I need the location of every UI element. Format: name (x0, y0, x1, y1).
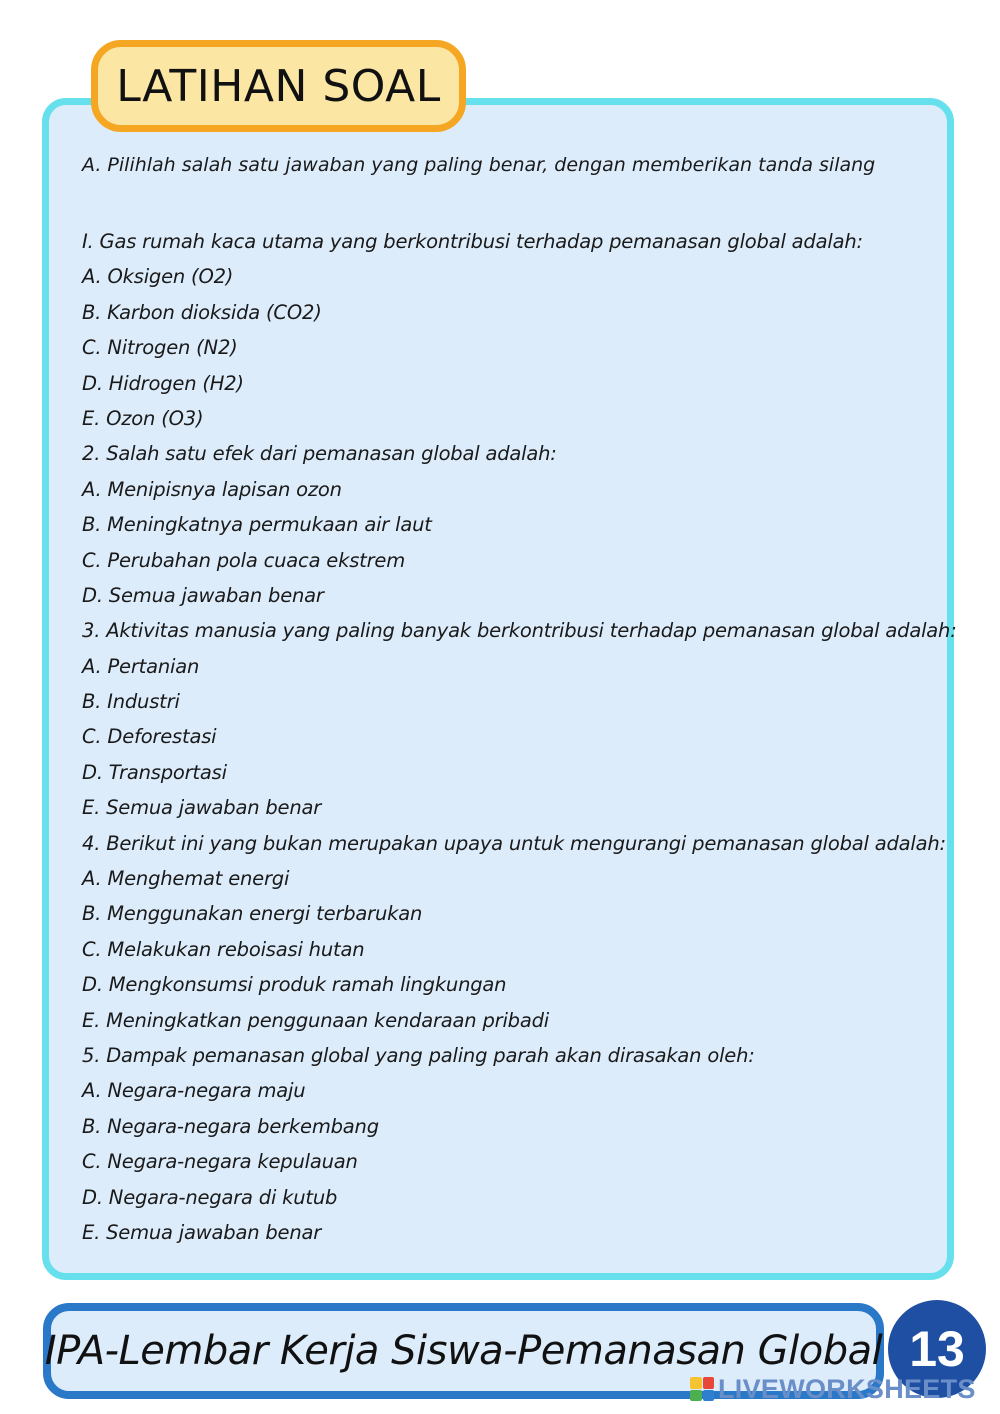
instruction-text: A. Pilihlah salah satu jawaban yang paling benar, dengan memberikan tanda silang (82, 154, 876, 176)
footer-title: IPA-Lembar Kerja Siswa-Pemanasan Global (44, 1328, 883, 1374)
question-text: 4. Berikut ini yang bukan merupakan upaya untuk mengurangi pemanasan global adalah: (82, 831, 946, 855)
answer-option: B. Meningkatnya permukaan air laut (82, 513, 432, 537)
answer-option: C. Negara-negara kepulauan (82, 1150, 358, 1174)
liveworksheets-logo-icon (690, 1377, 714, 1401)
answer-option: E. Semua jawaban benar (82, 1220, 322, 1244)
answer-option: D. Hidrogen (H2) (82, 371, 244, 395)
answer-option: D. Negara-negara di kutub (82, 1185, 338, 1209)
answer-option: E. Ozon (O3) (82, 406, 204, 430)
answer-option: C. Melakukan reboisasi hutan (82, 937, 365, 961)
answer-option: A. Negara-negara maju (82, 1079, 306, 1103)
question-text: I. Gas rumah kaca utama yang berkontribusi terhadap pemanasan global adalah: (82, 230, 863, 253)
section-title: LATIHAN SOAL (91, 40, 466, 132)
answer-option: C. Deforestasi (82, 725, 217, 749)
answer-option: A. Pertanian (82, 654, 200, 678)
answer-option: D. Semua jawaban benar (82, 583, 324, 607)
answer-option: B. Menggunakan energi terbarukan (82, 902, 423, 926)
answer-option: C. Nitrogen (N2) (82, 336, 238, 360)
page-number: 13 (888, 1300, 986, 1398)
answer-option: D. Mengkonsumsi produk ramah lingkungan (82, 973, 507, 997)
answer-option: E. Meningkatkan penggunaan kendaraan pribadi (82, 1008, 549, 1032)
question-text: 2. Salah satu efek dari pemanasan global adalah: (82, 442, 557, 466)
question-text: 5. Dampak pemanasan global yang paling parah akan dirasakan oleh: (82, 1043, 755, 1067)
answer-option: D. Transportasi (82, 760, 227, 784)
answer-option: E. Semua jawaban benar (82, 796, 322, 820)
answer-option: B. Negara-negara berkembang (82, 1114, 379, 1138)
answer-option: B. Industri (82, 690, 180, 714)
question-list (82, 224, 957, 1250)
answer-option: A. Oksigen (O2) (82, 265, 234, 289)
answer-option: A. Menipisnya lapisan ozon (82, 477, 342, 501)
answer-option: C. Perubahan pola cuaca ekstrem (82, 548, 406, 572)
answer-option: A. Menghemat energi (82, 867, 290, 891)
question-text: 3. Aktivitas manusia yang paling banyak berkontribusi terhadap pemanasan global adalah: (82, 619, 957, 643)
answer-option: B. Karbon dioksida (CO2) (82, 300, 322, 324)
liveworksheets-watermark (690, 1374, 976, 1404)
watermark-text: LIVEWORKSHEETS (718, 1373, 976, 1404)
